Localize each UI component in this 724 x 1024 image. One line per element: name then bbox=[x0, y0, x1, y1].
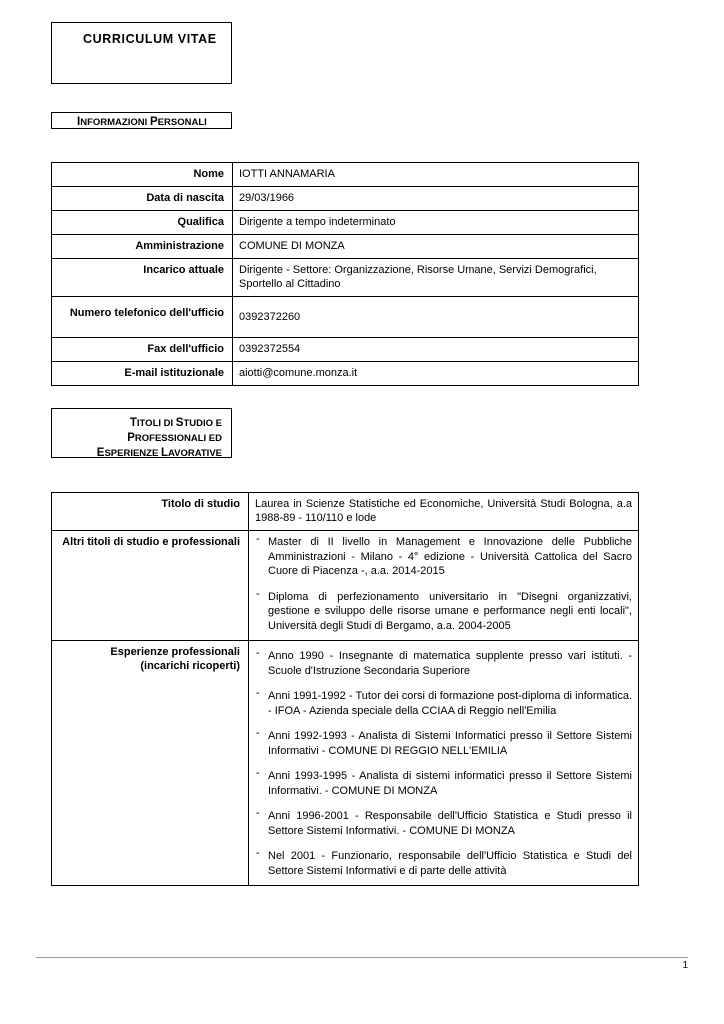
table-row bbox=[52, 362, 639, 386]
titoli-rest-itoli: ITOLI DI bbox=[136, 418, 176, 429]
section-header-info-rest1: NFORMAZIONI bbox=[80, 117, 148, 128]
table-informazioni-personali bbox=[51, 162, 639, 386]
list-item: - Anni 1993-1995 - Analista di sistemi informatici presso il Settore Sistemi Informativi. - COMUNE DI MONZA bbox=[255, 769, 632, 798]
section-header-titoli-line1 bbox=[52, 416, 222, 431]
table-titoli-esperienze bbox=[51, 492, 639, 886]
esperienze-label-line2: (incarichi ricoperti) bbox=[140, 660, 240, 672]
list-esperienze bbox=[255, 649, 632, 878]
page-title: CURRICULUM VITAE bbox=[83, 32, 217, 46]
row-label-email: E-mail istituzionale bbox=[52, 362, 233, 386]
row-value-fax: 0392372554 bbox=[233, 338, 639, 362]
list-item: - Diploma di perfezionamento universitario in "Disegni organizzativi, gestione e sviluppo delle risorse umane e performance negli enti locali", Università degli Studi di Bergamo, a.a. 2004-2005 bbox=[255, 590, 632, 634]
titoli-cap-l: L bbox=[160, 447, 168, 459]
section-header-info-cap1: I bbox=[77, 116, 81, 128]
list-item: - Anni 1996-2001 - Responsabile dell'Ufficio Statistica e Studi presso il Settore Sistemi Informativi. - COMUNE DI MONZA bbox=[255, 809, 632, 838]
page-number: 1 bbox=[682, 960, 688, 971]
row-label-qualifica: Qualifica bbox=[52, 211, 233, 235]
row-value-incarico-attuale: Dirigente - Settore: Organizzazione, Risorse Umane, Servizi Demografici, Sportello al Cittadino bbox=[233, 259, 639, 297]
titoli-rest-avorative: AVORATIVE bbox=[167, 448, 222, 459]
row-label-numero-telefonico: Numero telefonico dell'ufficio bbox=[52, 297, 233, 338]
titoli-cap-t: T bbox=[129, 417, 137, 429]
table-row bbox=[52, 338, 639, 362]
curriculum-title-box bbox=[51, 22, 232, 84]
row-label-fax: Fax dell'ufficio bbox=[52, 338, 233, 362]
list-item: - Nel 2001 - Funzionario, responsabile dell'Ufficio Statistica e Studi del Settore Sistemi Informativi e di parte delle attività bbox=[255, 849, 632, 878]
section-header-info-rest2: ERSONALI bbox=[157, 117, 207, 128]
list-altri-titoli bbox=[255, 535, 632, 633]
row-value-numero-telefonico: 0392372260 bbox=[233, 297, 639, 338]
row-label-data-di-nascita: Data di nascita bbox=[52, 187, 233, 211]
row-value-amministrazione: COMUNE DI MONZA bbox=[233, 235, 639, 259]
row-label-titolo-di-studio: Titolo di studio bbox=[52, 493, 249, 531]
table-row bbox=[52, 235, 639, 259]
row-value-email: aiotti@comune.monza.it bbox=[233, 362, 639, 386]
table-row bbox=[52, 259, 639, 297]
titoli-rest-rofessionali: ROFESSIONALI ED bbox=[134, 433, 222, 444]
esperienze-label-line1: Esperienze professionali bbox=[110, 646, 240, 658]
titoli-cap-s: S bbox=[175, 417, 184, 429]
section-header-titoli-line2 bbox=[52, 431, 222, 446]
table-row bbox=[52, 493, 639, 531]
row-label-esperienze-professionali bbox=[52, 641, 249, 886]
list-item: - Anni 1992-1993 - Analista di Sistemi Informatici presso il Settore Sistemi Informativi - COMUNE DI REGGIO NELL'EMILIA bbox=[255, 729, 632, 758]
row-label-nome: Nome bbox=[52, 163, 233, 187]
section-header-info-cap2: P bbox=[150, 116, 158, 128]
table-row bbox=[52, 297, 639, 338]
section-header-informazioni-personali bbox=[51, 112, 232, 129]
row-value-data-di-nascita: 29/03/1966 bbox=[233, 187, 639, 211]
row-value-altri-titoli bbox=[249, 531, 639, 641]
list-item: - Anni 1991-1992 - Tutor dei corsi di formazione post-diploma di informatica. - IFOA - Azienda speciale della CCIAA di Reggio nell'Emilia bbox=[255, 689, 632, 718]
table-row bbox=[52, 211, 639, 235]
footer-divider bbox=[36, 957, 688, 958]
row-label-amministrazione: Amministrazione bbox=[52, 235, 233, 259]
row-label-altri-titoli: Altri titoli di studio e professionali bbox=[52, 531, 249, 641]
titoli-rest-tudio: TUDIO E bbox=[183, 418, 222, 429]
section-header-titoli-line3 bbox=[52, 446, 222, 461]
table-row bbox=[52, 187, 639, 211]
row-label-incarico-attuale: Incarico attuale bbox=[52, 259, 233, 297]
titoli-rest-sperienze: SPERIENZE bbox=[104, 448, 161, 459]
table-row bbox=[52, 163, 639, 187]
row-value-qualifica: Dirigente a tempo indeterminato bbox=[233, 211, 639, 235]
list-item: - Master di II livello in Management e Innovazione delle Pubbliche Amministrazioni - Milano - 4° edizione - Università Cattolica del Sacro Cuore di Piacenza -, a.a. 2014-2015 bbox=[255, 535, 632, 579]
row-value-esperienze-professionali bbox=[249, 641, 639, 886]
row-value-nome: IOTTI ANNAMARIA bbox=[233, 163, 639, 187]
titoli-cap-e: E bbox=[96, 447, 105, 459]
section-header-titoli-studio bbox=[51, 408, 232, 458]
list-item: - Anno 1990 - Insegnante di matematica supplente presso vari istituti. - Scuole d'Istruzione Secondaria Superiore bbox=[255, 649, 632, 678]
table-row bbox=[52, 641, 639, 886]
titoli-cap-p: P bbox=[127, 432, 135, 444]
row-value-titolo-di-studio: Laurea in Scienze Statistiche ed Economiche, Università Studi Bologna, a.a 1988-89 - 110/110 e lode bbox=[249, 493, 639, 531]
table-row bbox=[52, 531, 639, 641]
